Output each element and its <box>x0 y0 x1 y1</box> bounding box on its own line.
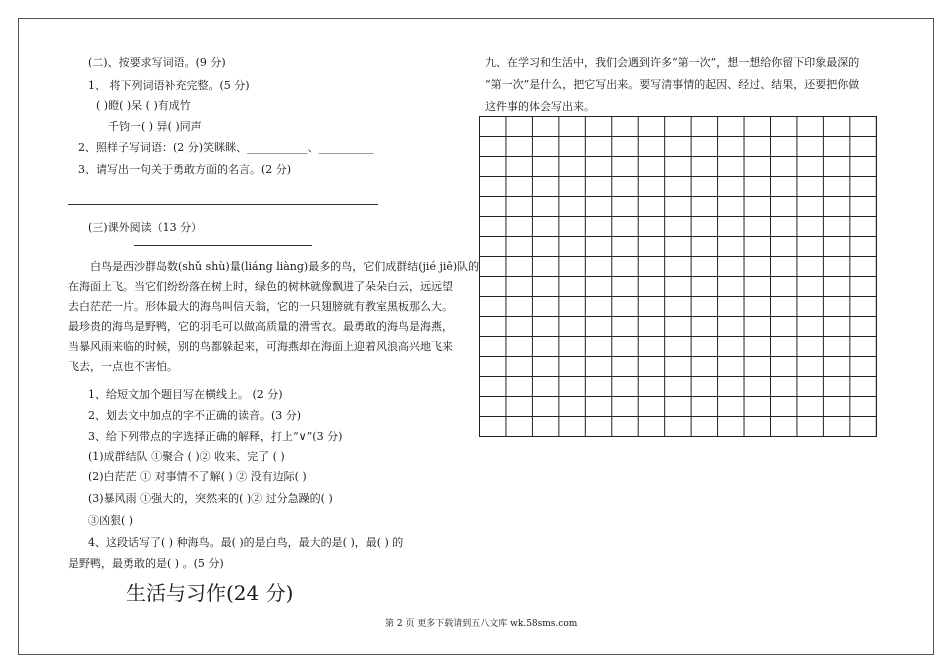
title-answer-line <box>134 245 312 246</box>
section9-line2: “第一次”是什么，把它写出来。要写清事情的起因、经过、结果，还要把你做 <box>485 78 860 91</box>
section2-q1-line2: 千钧一( ) 异( )同声 <box>108 120 202 133</box>
page-footer: 第 2 页 更多下载请到五八文库 wk.58sms.com <box>385 619 578 629</box>
passage-line: 飞去，一点也不害怕。 <box>68 360 178 373</box>
section3-q3-c: (3)暴风雨 ①强大的，突然来的( )② 过分急躁的( ) <box>88 492 333 505</box>
passage-line: 白鸟是西沙群岛数(shǔ shù)量(liáng liàng)最多的鸟，它们成群结(jié jiē)队的 <box>90 260 480 273</box>
section2-heading: (二)、按要求写词语。(9 分) <box>88 56 226 69</box>
section2-q1-line1: ( )瞪( )呆 ( )有成竹 <box>96 99 191 112</box>
section3-q1: 1、给短文加个题目写在横线上。 (2 分) <box>88 388 283 401</box>
section2-q2: 2、照样子写词语：(2 分)笑眯眯、___________、__________ <box>78 141 374 154</box>
passage-line: 当暴风雨来临的时候，别的鸟都躲起来，可海燕却在海面上迎着风浪高兴地飞来 <box>68 340 453 353</box>
section3-q3-a: (1)成群结队 ①聚合 ( )② 收来、完了 ( ) <box>88 450 285 463</box>
passage-line: 在海面上飞。当它们纷纷落在树上时，绿色的树林就像飘进了朵朵白云，远远望 <box>68 280 453 293</box>
section3-q4-line2: 是野鸭，最勇敢的是( ) 。(5 分) <box>68 557 224 570</box>
section3-q4-line1: 4、这段话写了( ) 种海鸟。最( )的是白鸟，最大的是( )，最( ) 的 <box>88 536 404 549</box>
section3-q3-d: ③凶狠( ) <box>88 514 134 527</box>
passage-line: 去白茫茫一片。形体最大的海鸟叫信天翁，它的一只翅膀就有教室黑板那么大。 <box>68 300 453 313</box>
section3-q3: 3、给下列带点的字选择正确的解释，打上“∨”(3 分) <box>88 430 343 443</box>
section3-heading: (三)课外阅读（13 分） <box>88 221 203 234</box>
passage-line: 最珍贵的海鸟是野鸭，它的羽毛可以做高质量的滑雪衣。最勇敢的海鸟是海燕， <box>68 320 453 333</box>
reading-passage <box>68 257 480 377</box>
section3-q3-b: (2)白茫茫 ① 对事情不了解( ) ② 没有边际( ) <box>88 470 307 483</box>
section2-q1: 1、 将下列词语补充完整。(5 分) <box>88 79 250 92</box>
answer-line <box>68 204 378 205</box>
section-title: 生活与习作(24 分) <box>126 581 294 605</box>
section9-line1: 九、在学习和生活中，我们会遇到许多“第一次”，想一想给你留下印象最深的 <box>485 56 860 69</box>
section2-q3: 3、请写出一句关于勇敢方面的名言。(2 分) <box>78 163 292 176</box>
composition-grid <box>479 116 877 437</box>
section9-line3: 这件事的体会写出来。 <box>485 100 595 113</box>
section3-q2: 2、划去文中加点的字不正确的读音。(3 分) <box>88 409 302 422</box>
